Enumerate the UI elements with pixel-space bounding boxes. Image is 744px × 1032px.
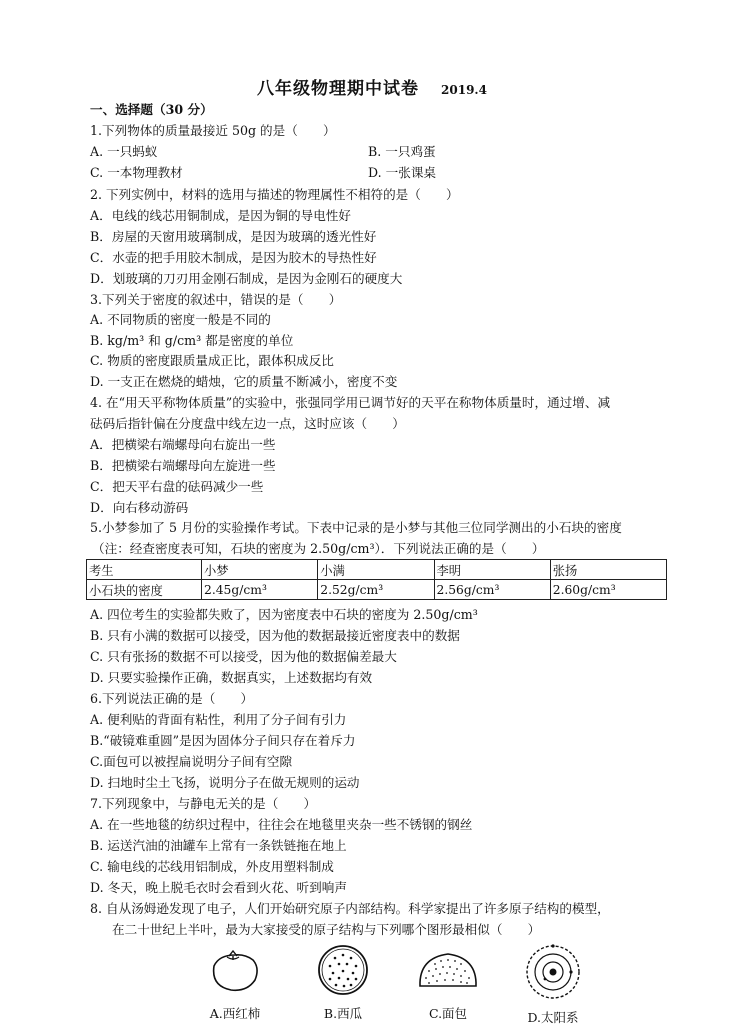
tomato-icon: [205, 942, 265, 998]
q3-stem: 3.下列关于密度的叙述中，错误的是（ ）: [90, 292, 342, 307]
exam-date: 2019.4: [441, 83, 487, 97]
table-header-cell: 张扬: [550, 560, 666, 580]
q6-option-c: C.面包可以被捏扁说明分子间有空隙: [90, 754, 293, 769]
q5-option-d: D. 只要实验操作正确，数据真实，上述数据均有效: [90, 670, 373, 685]
atom-model-figures: [195, 942, 595, 1032]
table-cell: 小石块的密度: [87, 580, 202, 600]
q2-option-a: A．电线的线芯用铜制成，是因为铜的导电性好: [90, 208, 351, 223]
q5-option-b: B. 只有小满的数据可以接受，因为他的数据最接近密度表中的数据: [90, 628, 460, 643]
q7-stem: 7.下列现象中，与静电无关的是（ ）: [90, 796, 317, 811]
figure-caption: D.太阳系: [527, 1010, 579, 1025]
q1-option-b: B. 一只鸡蛋: [368, 144, 436, 159]
q5-option-a: A. 四位考生的实验都失败了，因为密度表中石块的密度为 2.50g/cm³: [90, 607, 478, 622]
q3-option-b: B. kg/m³ 和 g/cm³ 都是密度的单位: [90, 333, 294, 348]
q1-option-c: C. 一本物理教材: [90, 165, 183, 180]
q8-stem-line1: 8. 自从汤姆逊发现了电子，人们开始研究原子内部结构。科学家提出了许多原子结构的模型，: [90, 901, 610, 916]
q4-option-d: D．向右移动游码: [90, 500, 189, 515]
bread-icon: [415, 942, 481, 998]
table-cell: 2.56g/cm³: [434, 580, 550, 600]
watermelon-icon: [313, 942, 373, 998]
q2-stem: 2. 下列实例中，材料的选用与描述的物理属性不相符的是（ ）: [90, 187, 459, 202]
table-header-cell: 李明: [434, 560, 550, 580]
q6-option-a: A. 便利贴的背面有粘性，利用了分子间有引力: [90, 712, 347, 727]
q3-option-d: D. 一支正在燃烧的蜡烛，它的质量不断减小，密度不变: [90, 374, 398, 389]
exam-title: 八年级物理期中试卷: [257, 79, 420, 99]
table-header-cell: 小梦: [202, 560, 318, 580]
table-header-cell: 小满: [318, 560, 434, 580]
q1-option-a: A. 一只蚂蚁: [90, 144, 158, 159]
table-cell: 2.52g/cm³: [318, 580, 434, 600]
q7-option-c: C. 输电线的芯线用铝制成，外皮用塑料制成: [90, 859, 334, 874]
table-header-cell: 考生: [87, 560, 202, 580]
q5-option-c: C. 只有张扬的数据不可以接受，因为他的数据偏差最大: [90, 649, 397, 664]
q5-stem-line2: （注：经查密度表可知，石块的密度为 2.50g/cm³）．下列说法正确的是（ ）: [92, 541, 545, 556]
table-cell: 2.60g/cm³: [550, 580, 666, 600]
density-table: [86, 559, 667, 600]
table-cell: 2.45g/cm³: [202, 580, 318, 600]
table-header-row: [87, 560, 667, 580]
q4-option-a: A．把横梁右端螺母向右旋出一些: [90, 437, 276, 452]
q1-option-d: D. 一张课桌: [368, 165, 437, 180]
q6-option-d: D. 扫地时尘土飞扬，说明分子在做无规则的运动: [90, 775, 360, 790]
q2-option-b: B．房屋的天窗用玻璃制成，是因为玻璃的透光性好: [90, 229, 377, 244]
q4-stem-line1: 4. 在“用天平称物体质量”的实验中，张强同学用已调节好的天平在称物体质量时，通过增、减: [90, 395, 611, 410]
q5-stem-line1: 5.小梦参加了 5 月份的实验操作考试。下表中记录的是小梦与其他三位同学测出的小石块的密度: [90, 520, 622, 535]
q3-option-a: A. 不同物质的密度一般是不同的: [90, 312, 271, 327]
solar-system-icon: [523, 942, 583, 1002]
table-row: [87, 580, 667, 600]
section-heading: 一、选择题（30 分）: [90, 102, 213, 117]
figure-watermelon: [303, 942, 383, 1022]
q4-option-b: B．把横梁右端螺母向左旋进一些: [90, 458, 276, 473]
q7-option-d: D. 冬天，晚上脱毛衣时会看到火花、听到响声: [90, 880, 347, 895]
figure-caption: A.西红柿: [209, 1006, 261, 1021]
figure-caption: C.面包: [428, 1006, 468, 1021]
q7-option-b: B. 运送汽油的油罐车上常有一条铁链拖在地上: [90, 838, 347, 853]
q8-stem-line2: 在二十世纪上半叶，最为大家接受的原子结构与下列哪个图形最相似（ ）: [112, 922, 541, 937]
q3-option-c: C. 物质的密度跟质量成正比，跟体积成反比: [90, 353, 334, 368]
q2-option-c: C．水壶的把手用胶木制成，是因为胶木的导热性好: [90, 250, 377, 265]
q6-stem: 6.下列说法正确的是（ ）: [90, 691, 254, 706]
q4-option-c: C．把天平右盘的砝码减少一些: [90, 479, 264, 494]
figure-solar-system: [513, 942, 593, 1026]
q1-stem: 1.下列物体的质量最接近 50g 的是（ ）: [90, 123, 336, 138]
q6-option-b: B.“破镜难重圆”是因为固体分子间只存在着斥力: [90, 733, 356, 748]
figure-caption: B.西瓜: [323, 1006, 363, 1021]
page-title: [0, 74, 744, 99]
q7-option-a: A. 在一些地毯的纺织过程中，往往会在地毯里夹杂一些不锈钢的钢丝: [90, 817, 473, 832]
figure-tomato: [195, 942, 275, 1022]
q2-option-d: D．划玻璃的刀刃用金刚石制成，是因为金刚石的硬度大: [90, 271, 403, 286]
q4-stem-line2: 砝码后指针偏在分度盘中线左边一点，这时应该（ ）: [90, 416, 405, 431]
figure-bread: [408, 942, 488, 1022]
